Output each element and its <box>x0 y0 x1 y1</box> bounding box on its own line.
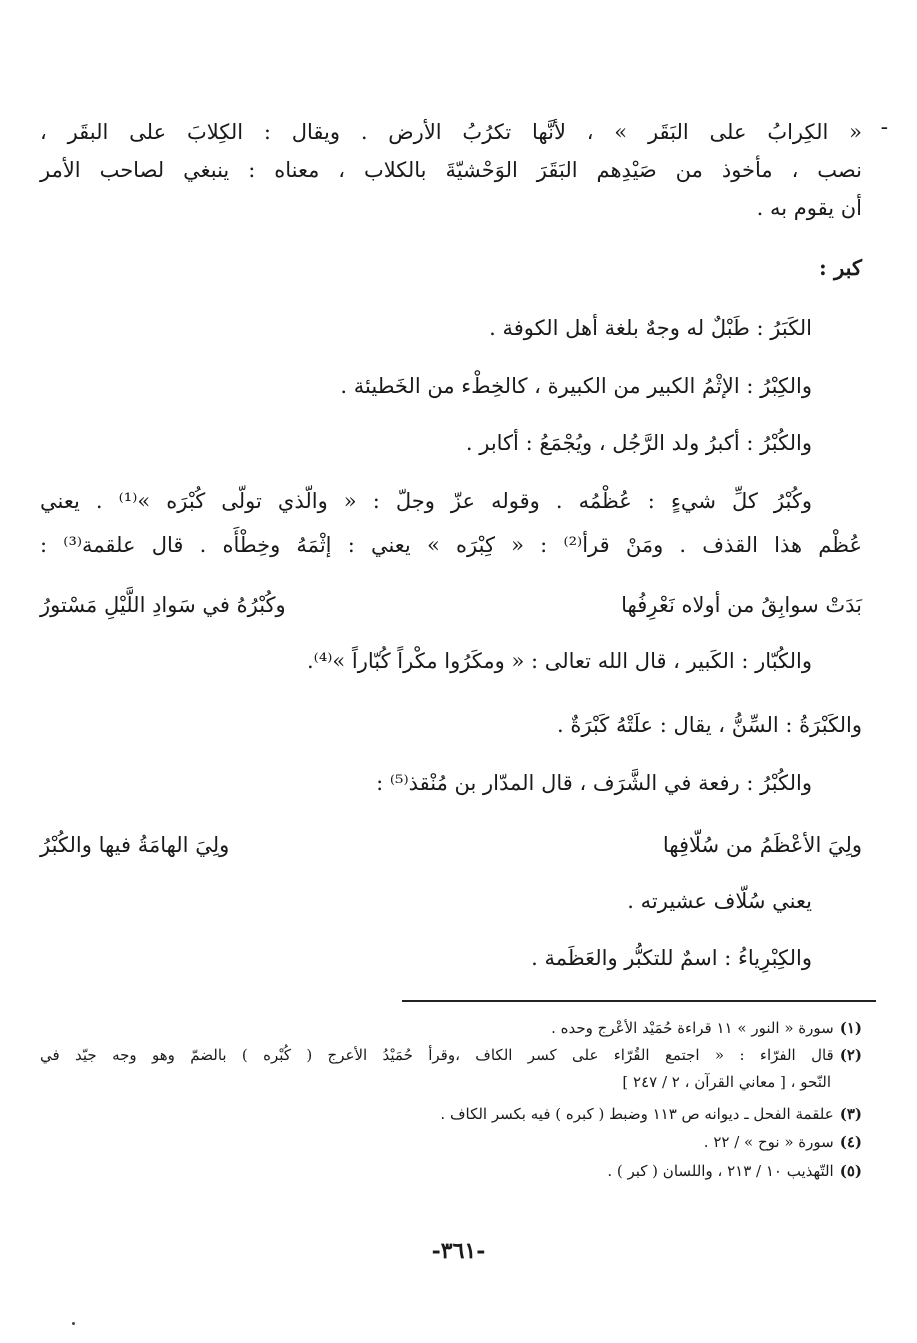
entry-heading: كبر : <box>819 255 862 280</box>
para1-line1: « الكِرابُ على البَقَر » ، لأنَّها تكرُبُ الأرض . ويقال : الكِلابَ على البقَر ، <box>40 120 862 144</box>
footnote-text: قال الفرّاء : « اجتمع القُرّاء على كسر الكاف ،وقرأ حُمَيْدُ الأعرج ( كُبْره ) بالضمّ وهو وجه جيّد في <box>40 1046 834 1064</box>
entry-kibr: والكِبْرُ : الإثْمُ الكبير من الكبيرة ، كالخِطْء من الخَطيئة . <box>340 374 812 398</box>
footnote-3 <box>440 1103 862 1125</box>
entry-kabar: الكَبَرُ : طَبْلٌ له وجهٌ بلغة أهل الكوفة . <box>489 316 812 340</box>
footnote-4 <box>704 1131 862 1153</box>
para1-line2: نصب ، مأخوذ من صَيْدِهم البَقَرَ الوَحْشيّةَ بالكلاب ، معناه : ينبغي لصاحب الأمر <box>40 158 862 182</box>
verse2-gloss: يعني سُلّاف عشيرته . <box>627 889 812 913</box>
footnote-5 <box>607 1160 862 1182</box>
footnote-number: (١) <box>839 1019 862 1037</box>
entry-kubr-shay-line1: وكُبْرُ كلِّ شيءٍ : عُظْمُه . وقوله عزّ وجلّ : « والّذي تولّى كُبْرَه »⁽¹⁾ . يعني <box>40 489 812 513</box>
scan-speck <box>72 1322 75 1325</box>
footnote-number: (٣) <box>839 1105 862 1123</box>
footnote-2 <box>40 1044 862 1066</box>
footnote-text: علقمة الفحل ـ ديوانه ص ١١٣ وضبط ( كبره ) فيه بكسر الكاف . <box>440 1105 834 1123</box>
verse2-second-hemistich: ولِيَ الهامَةُ فيها والكُبْرُ <box>40 833 230 857</box>
footnote-rule <box>402 1000 876 1002</box>
page-number: -٣٦١- <box>431 1238 486 1264</box>
entry-kibriya: والكِبْرِياءُ : اسمٌ للتكبُّر والعَظَمة . <box>531 946 812 970</box>
para1-line3: أن يقوم به . <box>756 196 862 220</box>
footnote-2-continued <box>622 1071 831 1093</box>
footnote-number: (٢) <box>839 1046 862 1064</box>
entry-kubr-sharaf: والكُبْرُ : رفعة في الشَّرَف ، قال المدّار بن مُنْقذ⁽⁵⁾ : <box>376 771 812 795</box>
verse1-second-hemistich: وكُبْرُهُ في سَوادِ اللَّيْلِ مَسْتورُ <box>40 593 286 617</box>
footnote-text: سورة « النور » ١١ قراءة حُمَيْد الأعْرج وحده . <box>551 1019 834 1037</box>
verse2-first-hemistich: ولِيَ الأعْظَمُ من سُلّافِها <box>662 833 862 857</box>
entry-kabra: والكَبْرَةُ : السِّنُّ ، يقال : علَتْهُ كَبْرَةٌ . <box>557 713 862 737</box>
footnote-text: سورة « نوح » / ٢٢ . <box>703 1133 834 1151</box>
footnote-number: (٤) <box>839 1133 862 1151</box>
margin-dash: - <box>880 115 888 140</box>
entry-kubbar: والكُبّار : الكَبير ، قال الله تعالى : « ومكَرُوا مكْراً كُبّاراً »⁽⁴⁾. <box>306 649 812 673</box>
footnote-text: التّهذيب ١٠ / ٢١٣ ، واللسان ( كبر ) . <box>607 1162 834 1180</box>
entry-kubr-shay-line2: عُظْم هذا القذف . ومَنْ قرأ⁽²⁾ : « كِبْرَه » يعني : إثْمَهُ وخِطْأَه . قال علقمة⁽³⁾ : <box>40 533 862 557</box>
footnote-number: (٥) <box>839 1162 862 1180</box>
footnote-1 <box>551 1017 862 1039</box>
verse1-first-hemistich: بَدَتْ سوابِقُ من أولاه نَعْرِفُها <box>621 593 862 617</box>
entry-kubr: والكُبْرُ : أكبرُ ولد الرَّجُل ، ويُجْمَعُ : أكابر . <box>465 431 812 455</box>
footnote-text: النّحو ، [ معاني القرآن ، ٢ / ٢٤٧ ] <box>622 1073 831 1091</box>
